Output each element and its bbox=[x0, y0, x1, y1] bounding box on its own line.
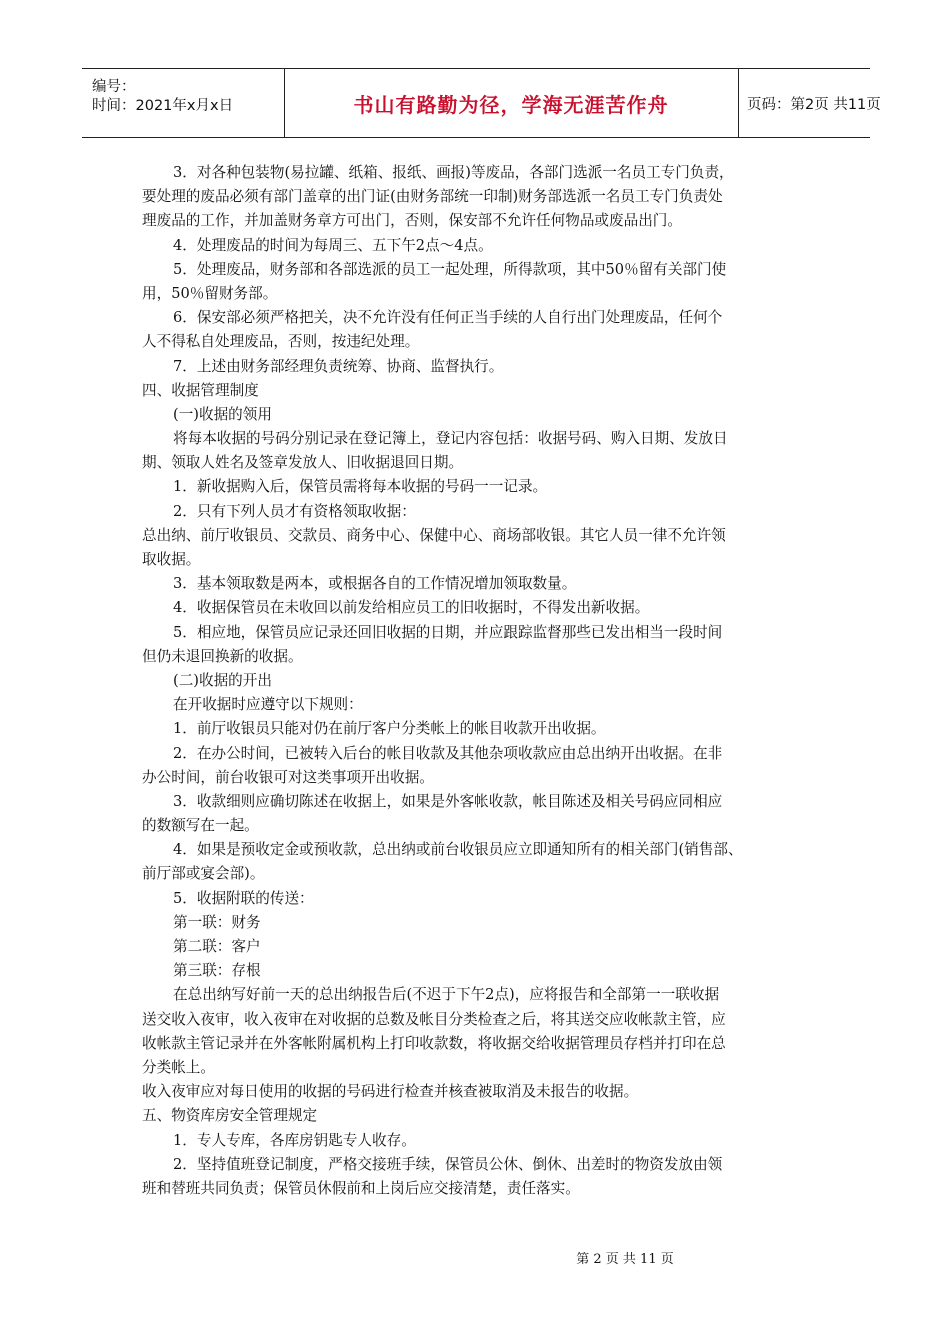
header-meta-cell bbox=[82, 69, 285, 137]
text-line: 收帐款主管记录并在外客帐附属机构上打印收款数，将收据交给收据管理员存档并打印在总 bbox=[142, 1034, 726, 1052]
text-line: 4．收据保管员在未收回以前发给相应员工的旧收据时，不得发出新收据。 bbox=[173, 599, 650, 617]
text-line: (一)收据的领用 bbox=[173, 405, 272, 423]
text-line: 四、收据管理制度 bbox=[142, 381, 259, 399]
text-line: 1．新收据购入后，保管员需将每本收据的号码一一记录。 bbox=[173, 478, 548, 496]
text-line: 送交收入夜审，收入夜审在对收据的总数及帐目分类检查之后，将其送交应收帐款主管，应 bbox=[142, 1010, 726, 1028]
text-line: 用，50％留财务部。 bbox=[142, 284, 278, 302]
text-line: 3．基本领取数是两本，或根据各自的工作情况增加领取数量。 bbox=[173, 575, 577, 593]
text-line: 3．收款细则应确切陈述在收据上，如果是外客帐收款，帐目陈述及相关号码应同相应 bbox=[173, 792, 723, 810]
text-line: 在总出纳写好前一天的总出纳报告后(不迟于下午2点)，应将报告和全部第一一联收据 bbox=[173, 986, 720, 1004]
footer-page-number: 第 2 页 共 11 页 bbox=[576, 1252, 674, 1267]
header-motto: 书山有路勤为径，学海无涯苦作舟 bbox=[353, 92, 669, 117]
text-line: 将每本收据的号码分别记录在登记簿上，登记内容包括：收据号码、购入日期、发放日 bbox=[173, 430, 728, 448]
text-line: 前厅部或宴会部)。 bbox=[142, 865, 265, 883]
text-line: 人不得私自处理废品，否则，按违纪处理。 bbox=[142, 333, 420, 351]
text-line: 5．相应地，保管员应记录还回旧收据的日期，并应跟踪监督那些已发出相当一段时间 bbox=[173, 623, 723, 641]
text-line: 第一联：财务 bbox=[173, 913, 261, 931]
page-header bbox=[82, 68, 881, 138]
text-line: 的数额写在一起。 bbox=[142, 817, 259, 835]
text-line: 1．前厅收银员只能对仍在前厅客户分类帐上的帐目收款开出收据。 bbox=[173, 720, 606, 738]
date-label: 时间：2021年x月x日 bbox=[92, 98, 234, 114]
header-page-cell bbox=[739, 69, 881, 137]
text-line: 五、物资库房安全管理规定 bbox=[142, 1107, 318, 1125]
text-line: 要处理的废品必须有部门盖章的出门证(由财务部统一印制)财务部选派一名员工专门负责处 bbox=[142, 188, 723, 206]
text-line: 5．收据附联的传送： bbox=[173, 889, 314, 907]
header-motto-cell bbox=[284, 69, 739, 137]
text-line: 但仍未退回换新的收据。 bbox=[142, 647, 303, 665]
text-line: 总出纳、前厅收银员、交款员、商务中心、保健中心、商场部收银。其它人员一律不允许领 bbox=[142, 526, 726, 544]
text-line: 期、领取人姓名及签章发放人、旧收据退回日期。 bbox=[142, 454, 464, 472]
text-line: 2．只有下列人员才有资格领取收据： bbox=[173, 502, 416, 520]
text-line: 2．在办公时间，已被转入后台的帐目收款及其他杂项收款应由总出纳开出收据。在非 bbox=[173, 744, 723, 762]
text-line: 收入夜审应对每日使用的收据的号码进行检查并核查被取消及未报告的收据。 bbox=[142, 1083, 639, 1101]
text-line: 3．对各种包装物(易拉罐、纸箱、报纸、画报)等废品，各部门选派一名员工专门负责， bbox=[173, 164, 734, 181]
document-body bbox=[142, 161, 810, 1201]
text-line: 1．专人专库，各库房钥匙专人收存。 bbox=[173, 1131, 416, 1149]
text-line: 4．处理废品的时间为每周三、五下午2点～4点。 bbox=[173, 236, 493, 254]
text-line: 办公时间，前台收银可对这类事项开出收据。 bbox=[142, 768, 434, 786]
page-footer bbox=[0, 1248, 950, 1267]
text-line: 5．处理废品，财务部和各部选派的员工一起处理，所得款项，其中50％留有关部门使 bbox=[173, 260, 727, 278]
text-line: 4．如果是预收定金或预收款，总出纳或前台收银员应立即通知所有的相关部门(销售部、 bbox=[173, 841, 743, 859]
text-line: 班和替班共同负责；保管员休假前和上岗后应交接清楚，责任落实。 bbox=[142, 1179, 580, 1197]
header-page-info: 页码：第2页 共11页 bbox=[747, 96, 881, 113]
text-line: 取收据。 bbox=[142, 551, 201, 568]
text-line: 第三联：存根 bbox=[173, 962, 261, 980]
text-line: (二)收据的开出 bbox=[173, 671, 272, 689]
text-line: 分类帐上。 bbox=[142, 1058, 215, 1076]
text-line: 理废品的工作，并加盖财务章方可出门，否则，保安部不允许任何物品或废品出门。 bbox=[142, 212, 682, 230]
text-line: 在开收据时应遵守以下规则： bbox=[173, 696, 363, 714]
serial-label: 编号： bbox=[92, 79, 136, 95]
text-line: 7．上述由财务部经理负责统筹、协商、监督执行。 bbox=[173, 357, 504, 375]
text-line: 6．保安部必须严格把关，决不允许没有任何正当手续的人自行出门处理废品，任何个 bbox=[173, 309, 723, 327]
text-line: 第二联：客户 bbox=[173, 938, 261, 955]
text-line: 2．坚持值班登记制度，严格交接班手续，保管员公休、倒休、出差时的物资发放由领 bbox=[173, 1155, 723, 1173]
